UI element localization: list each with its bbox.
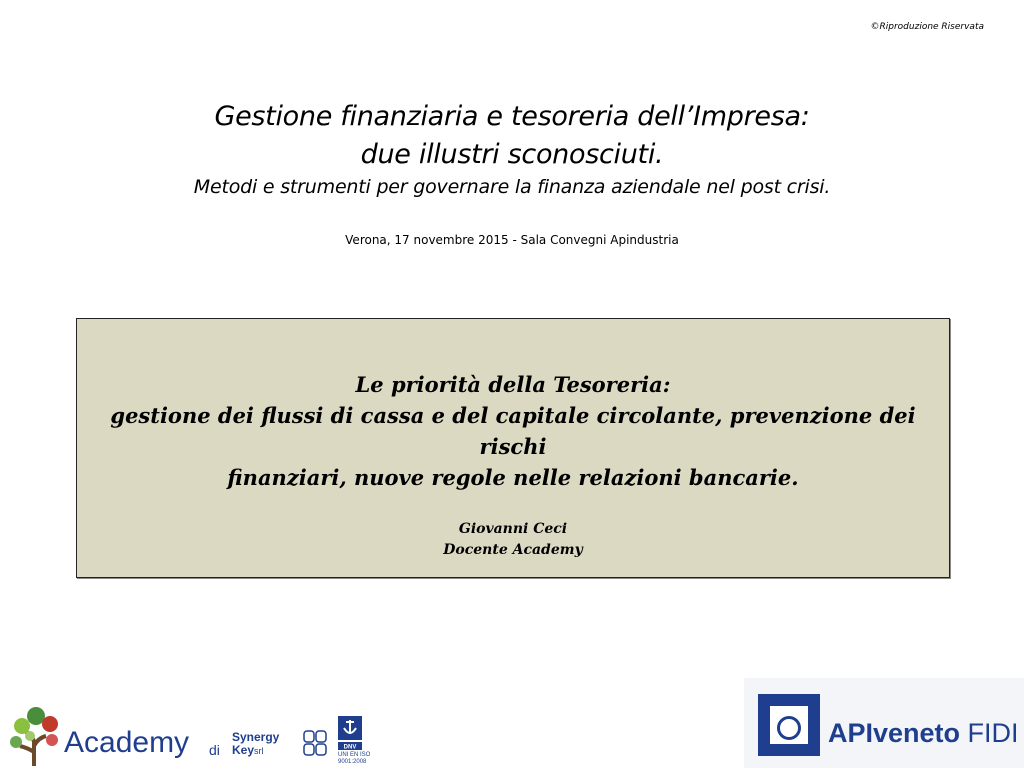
copyright-notice: ©Riproduzione Riservata [870,22,984,32]
fidi-label: FIDI [960,718,1019,748]
apiveneto-logo-ring [777,716,801,740]
title-line-2: due illustri sconosciuti. [360,139,664,170]
apiveneto-fidi-wordmark [828,718,1019,749]
apiveneto-name: APIveneto [828,718,961,748]
synergy-line-2 [232,744,279,758]
event-details: Verona, 17 novembre 2015 - Sala Convegni Apindustria [345,233,679,247]
apiveneto-logo-mark [758,694,820,756]
topic-box [76,318,950,578]
synergy-key-text: Key [232,743,255,757]
synergy-srl: srl [254,746,264,756]
synergy-squares-icon [303,730,327,756]
topic-heading-line-1: Le priorità della Tesoreria: [355,372,671,397]
dnv-label: DNV [343,744,357,751]
topic-heading [77,369,949,493]
author-block [77,519,949,561]
academy-wordmark: Academy [64,726,190,759]
title-line-1: Gestione finanziaria e tesoreria dell’Impresa: [214,101,810,132]
author-name: Giovanni Ceci [458,521,568,537]
topic-heading-line-2: gestione dei flussi di cassa e del capitale circolante, prevenzione dei rischi [110,403,916,459]
iso-certification [338,752,386,766]
di-connector: di [209,742,220,758]
synergy-line-1: Synergy [232,730,280,744]
iso-line-1: UNI EN ISO [338,752,371,758]
slide-title [0,98,1024,202]
slide-subtitle: Metodi e strumenti per governare la finanza aziendale nel post crisi. [193,176,831,198]
iso-line-2: 9001:2008 [338,759,367,765]
author-role: Docente Academy [443,542,583,558]
synergy-key-logo [232,731,279,758]
topic-heading-line-3: finanziari, nuove regole nelle relazioni bancarie. [227,465,799,490]
